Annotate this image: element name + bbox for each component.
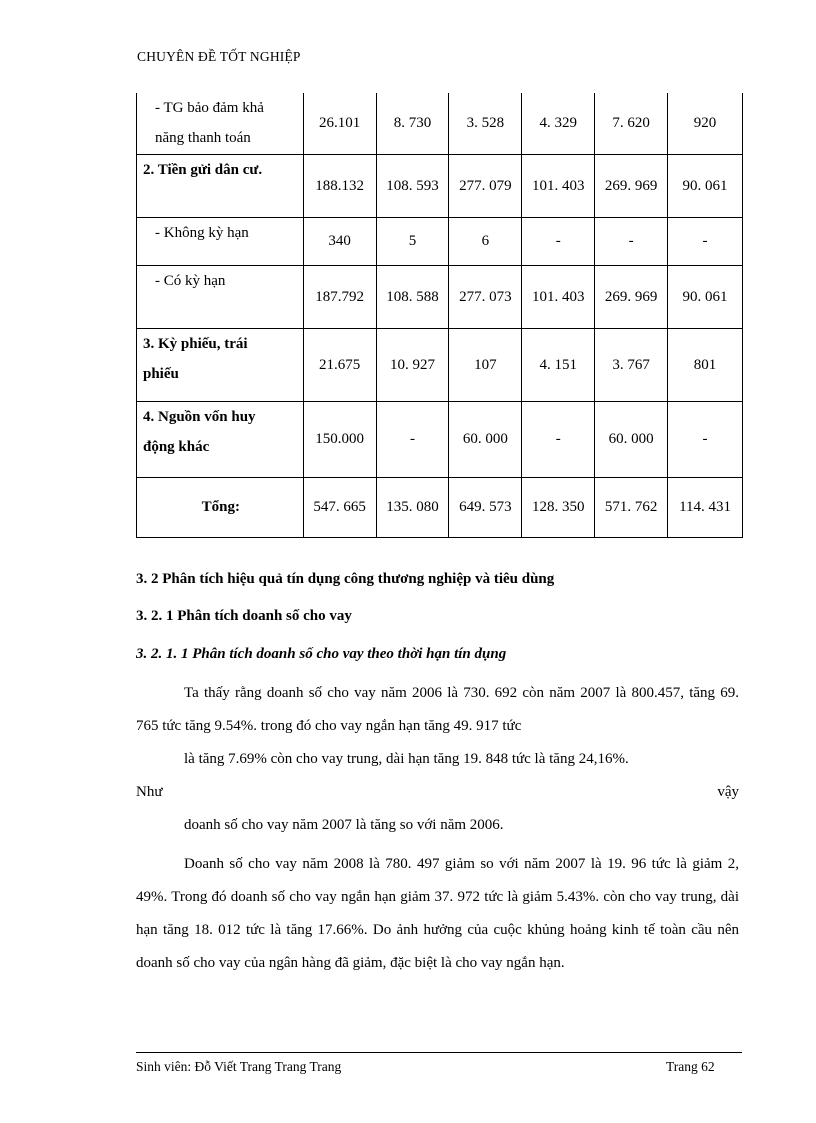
document-header: CHUYÊN ĐỀ TỐT NGHIỆP	[137, 49, 301, 64]
paragraph-1-line-5: doanh số cho vay năm 2007 là tăng so với năm 2006.	[184, 817, 504, 833]
row-label: - Không kỳ hạn	[137, 217, 304, 265]
page-number: Trang 62	[666, 1059, 715, 1074]
paragraph-1-lines-1-2: Ta thấy rằng doanh số cho vay năm 2006 là 730. 692 còn năm 2007 là 800.457, tăng 69. 765 tức tăng 9.54%. trong đó cho vay ngắn hạn tăng 49. 917 tức	[136, 685, 739, 734]
table-cell: 649. 573	[449, 477, 522, 537]
table-cell: 547. 665	[303, 477, 376, 537]
table-cell: 340	[303, 217, 376, 265]
table-row-total	[137, 477, 743, 537]
row-label: 2. Tiền gửi dân cư.	[137, 154, 304, 217]
table-cell: 60. 000	[595, 401, 668, 477]
table-cell: 108. 593	[376, 154, 449, 217]
paragraph-1-line-3: là tăng 7.69% còn cho vay trung, dài hạn tăng 19. 848 tức là tăng 24,16%.	[184, 751, 629, 767]
table-cell: 21.675	[303, 328, 376, 401]
table-cell: 920	[668, 93, 743, 154]
table-cell: 128. 350	[522, 477, 595, 537]
footer-divider	[136, 1052, 742, 1053]
table-cell: -	[376, 401, 449, 477]
capital-table	[136, 93, 743, 538]
table-cell: 7. 620	[595, 93, 668, 154]
table-row	[137, 217, 743, 265]
table-cell: 4. 329	[522, 93, 595, 154]
row-label: Tổng:	[137, 477, 304, 537]
table-cell: 8. 730	[376, 93, 449, 154]
table-cell: -	[668, 217, 743, 265]
table-cell: 10. 927	[376, 328, 449, 401]
table-cell: 90. 061	[668, 154, 743, 217]
table-cell: 269. 969	[595, 154, 668, 217]
section-subheading: 3. 2. 1 Phân tích doanh số cho vay	[136, 608, 352, 624]
table-cell: 101. 403	[522, 154, 595, 217]
row-label: - TG bảo đảm khả năng thanh toán	[137, 93, 304, 154]
table-cell: -	[595, 217, 668, 265]
table-cell: 187.792	[303, 265, 376, 328]
table-cell: 90. 061	[668, 265, 743, 328]
table-cell: 5	[376, 217, 449, 265]
table-cell: 277. 079	[449, 154, 522, 217]
row-label: 4. Nguồn vốn huy động khác	[137, 401, 304, 477]
row-label: 3. Kỳ phiếu, trái phiếu	[137, 328, 304, 401]
table-cell: 4. 151	[522, 328, 595, 401]
table-row	[137, 265, 743, 328]
table-row	[137, 328, 743, 401]
table-row	[137, 154, 743, 217]
table-cell: 108. 588	[376, 265, 449, 328]
table-cell: 269. 969	[595, 265, 668, 328]
footer-author: Sinh viên: Đỗ Viết Trang Trang Trang	[136, 1059, 342, 1074]
table-cell: 114. 431	[668, 477, 743, 537]
table-cell: 571. 762	[595, 477, 668, 537]
table-cell: 135. 080	[376, 477, 449, 537]
table-cell: 6	[449, 217, 522, 265]
table-cell: 3. 528	[449, 93, 522, 154]
table-cell: -	[522, 401, 595, 477]
section-subsubheading: 3. 2. 1. 1 Phân tích doanh số cho vay theo thời hạn tín dụng	[136, 646, 507, 662]
table-cell: 101. 403	[522, 265, 595, 328]
row-label: - Có kỳ hạn	[137, 265, 304, 328]
table-cell: -	[522, 217, 595, 265]
paragraph-2: Doanh số cho vay năm 2008 là 780. 497 giảm so với năm 2007 là 19. 96 tức là giảm 2, 49%. Trong đó doanh số cho vay ngắn hạn giảm 37. 972 tức là giảm 5.43%. còn cho vay trung, dài hạn tăng 18. 012 tức là tăng 17.66%. Do ảnh hưởng của cuộc khủng hoảng kinh tế toàn cầu nên doanh số cho vay của ngân hàng đã giảm, đặc biệt là cho vay ngắn hạn.	[136, 856, 739, 971]
table-cell: 150.000	[303, 401, 376, 477]
table-cell: 26.101	[303, 93, 376, 154]
table-cell: 107	[449, 328, 522, 401]
table-row	[137, 401, 743, 477]
table-row	[137, 93, 743, 154]
table-cell: 60. 000	[449, 401, 522, 477]
table-cell: 188.132	[303, 154, 376, 217]
paragraph-1-line-4: Như vậy	[136, 784, 739, 800]
table-cell: 277. 073	[449, 265, 522, 328]
paragraph-1	[136, 677, 739, 842]
section-heading: 3. 2 Phân tích hiệu quả tín dụng công thương nghiệp và tiêu dùng	[136, 571, 555, 587]
table-cell: 801	[668, 328, 743, 401]
table-cell: -	[668, 401, 743, 477]
table-cell: 3. 767	[595, 328, 668, 401]
